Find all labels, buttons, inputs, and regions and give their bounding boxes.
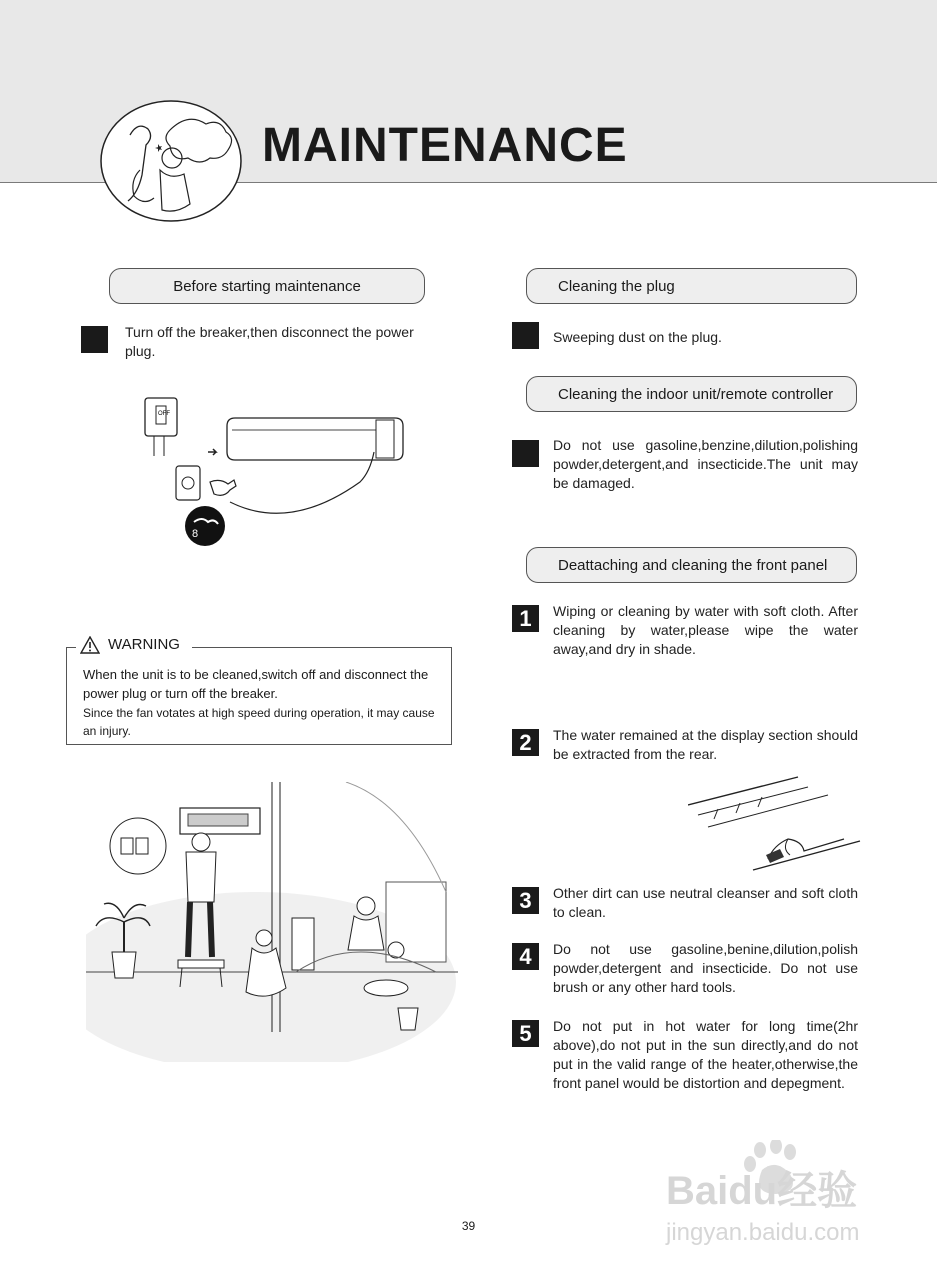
baidu-watermark: [664, 1140, 894, 1250]
warning-text-secondary: Since the fan votates at high speed during operation, it may cause an injury.: [83, 706, 435, 738]
warning-label: WARNING: [108, 636, 180, 653]
step-text: Do not put in hot water for long time(2hr above),do not put in the sun directly,and do not put in the valid range of the heater,otherwise,the front panel would be distortion and depegment.: [553, 1018, 858, 1091]
step-number: 3: [512, 887, 539, 914]
before-maintenance-heading: Before starting maintenance: [109, 268, 425, 304]
bullet-square: [512, 322, 539, 349]
warning-triangle-icon: [80, 636, 100, 654]
step-number: 1: [512, 605, 539, 632]
step-text: Do not use gasoline,benine,dilution,polish powder,detergent and insecticide. Do not use brush or any other hard tools.: [553, 941, 858, 995]
svg-text:8: 8: [192, 528, 199, 540]
front-panel-heading: Deattaching and cleaning the front panel: [526, 547, 857, 583]
cleaning-indoor-heading: Cleaning the indoor unit/remote controller: [526, 376, 857, 412]
step-number: 5: [512, 1020, 539, 1047]
step-number: 4: [512, 943, 539, 970]
cleaning-plug-text: Sweeping dust on the plug.: [553, 329, 722, 345]
cleaning-indoor-text: Do not use gasoline,benzine,dilution,polishing powder,detergent,and insecticide.The unit may be damaged.: [553, 437, 858, 491]
bullet-square: [81, 326, 108, 353]
header-illustration: [100, 100, 242, 222]
household-cleaning-illustration: [86, 782, 458, 1062]
warning-text-primary: When the unit is to be cleaned,switch off and disconnect the power plug or turn off the breaker.: [83, 667, 429, 701]
bullet-square: [512, 440, 539, 467]
cleaning-plug-heading: Cleaning the plug: [526, 268, 857, 304]
page-title: MAINTENANCE: [262, 119, 628, 172]
step-text: The water remained at the display section should be extracted from the rear.: [553, 727, 858, 762]
before-maintenance-text: Turn off the breaker,then disconnect the power plug.: [125, 324, 414, 359]
front-panel-illustration: [688, 775, 863, 875]
step-text: Wiping or cleaning by water with soft cloth. After cleaning by water,please wipe the water away,and dry in shade.: [553, 603, 858, 657]
warning-header: [76, 633, 192, 657]
step-text: Other dirt can use neutral cleanser and soft cloth to clean.: [553, 885, 858, 920]
watermark-url: jingyan.baidu.com: [666, 1219, 860, 1246]
unplug-illustration: [140, 390, 405, 555]
watermark-brand: Baidu经验: [666, 1169, 858, 1213]
page-number: 39: [461, 1219, 476, 1233]
step-number: 2: [512, 729, 539, 756]
svg-text:OFF: OFF: [158, 411, 170, 417]
